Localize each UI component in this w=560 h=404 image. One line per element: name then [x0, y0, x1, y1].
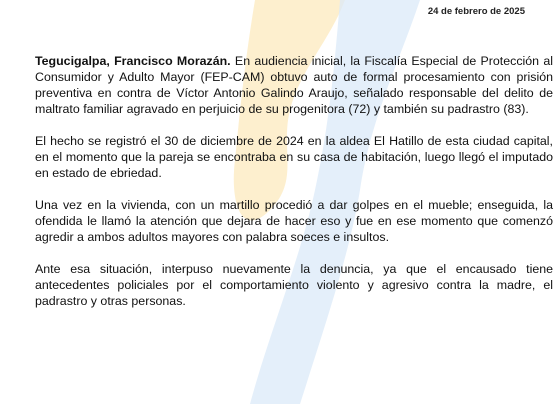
paragraph-1-text: En audiencia inicial, la Fiscalía Especial de Protección al Consumidor y Adulto Mayor (FEP-CAM) obtuvo auto de formal procesamiento con prisión preventiva en contra de Víctor Antonio Galindo Araujo, señalado responsable del delito de maltrato familiar agravado en perjuicio de su progenitora (72) y también su padrastro (83). — [35, 54, 553, 116]
dateline-place: Tegucigalpa, Francisco Morazán. — [35, 54, 231, 68]
paragraph-1 — [35, 53, 553, 117]
paragraph-4: Ante esa situación, interpuso nuevamente la denuncia, ya que el encausado tiene antecedentes policiales por el comportamiento violento y agresivo contra la madre, el padrastro y otras personas. — [35, 262, 553, 308]
paragraph-2: El hecho se registró el 30 de diciembre de 2024 en la aldea El Hatillo de esta ciudad capital, en el momento que la pareja se encontraba en su casa de habitación, luego llegó el imputado en estado de ebriedad. — [35, 134, 553, 180]
document-body — [35, 53, 553, 325]
document-date: 24 de febrero de 2025 — [427, 6, 525, 17]
paragraph-3: Una vez en la vivienda, con un martillo procedió a dar golpes en el mueble; enseguida, la ofendida le llamó la atención que dejara de hacer eso y fue en ese momento que comenzó agredir a ambos adultos mayores con palabra soeces e insultos. — [35, 198, 553, 244]
